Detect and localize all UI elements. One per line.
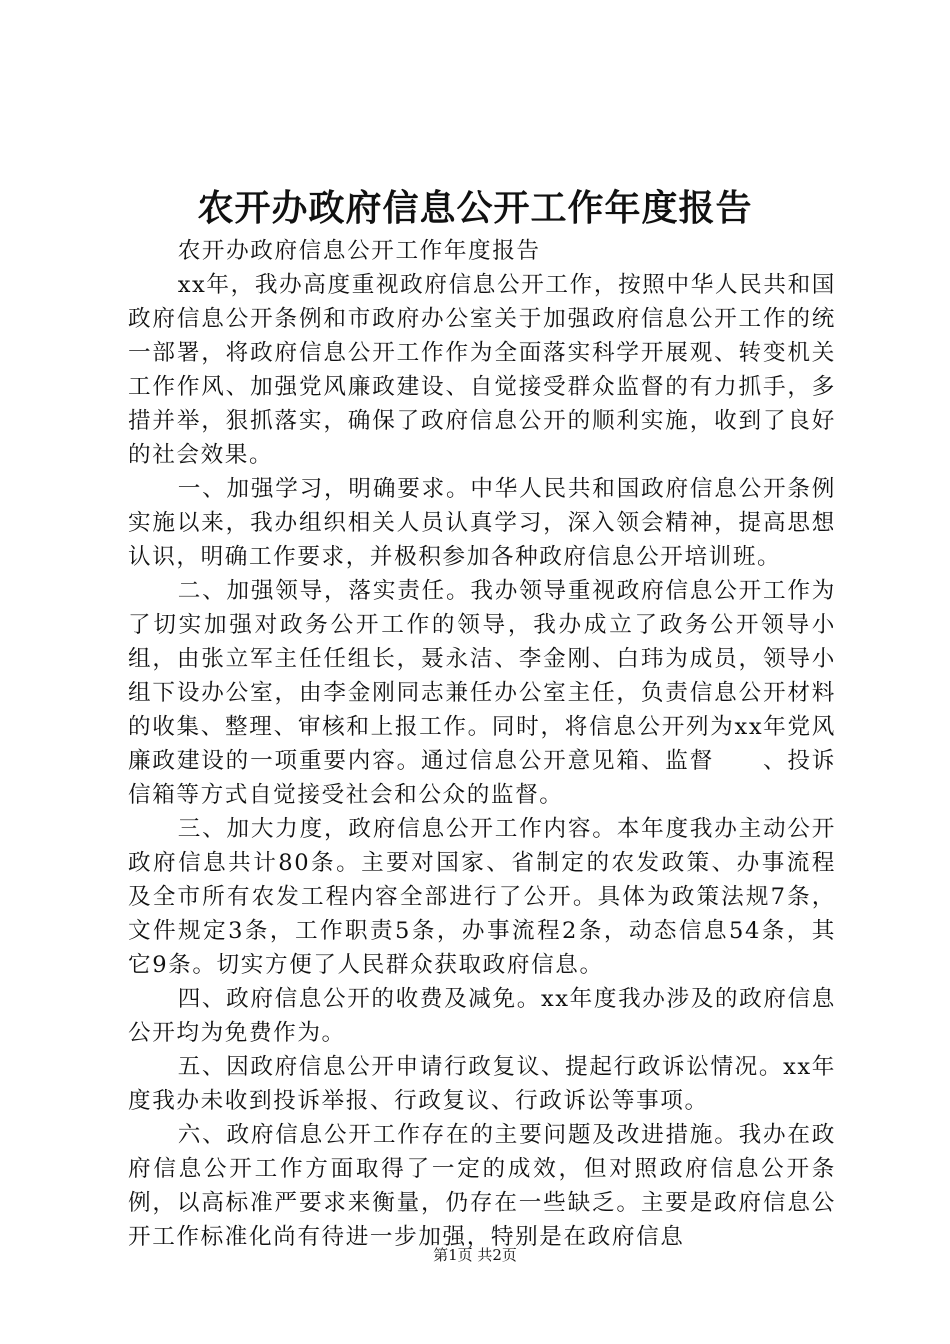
paragraph-section-2: 二、加强领导，落实责任。我办领导重视政府信息公开工作为了切实加强对政务公开工作的领导，我办成立了政务公开领导小组，由张立军主任任组长，聂永洁、李金刚、白玮为成员，领导小组下设办公室，由李金刚同志兼任办公室主任，负责信息公开材料的收集、整理、审核和上报工作。同时，将信息公开列为xx年党风廉政建设的一项重要内容。通过信息公开意见箱、监督 、投诉信箱等方式自觉接受社会和公众的监督。 bbox=[128, 578, 836, 808]
paragraph-section-3: 三、加大力度，政府信息公开工作内容。本年度我办主动公开政府信息共计80条。主要对国家、省制定的农发政策、办事流程及全市所有农发工程内容全部进行了公开。具体为政策法规7条，文件规定3条，工作职责5条，办事流程2条，动态信息54条，其它9条。切实方便了人民群众获取政府信息。 bbox=[128, 816, 836, 978]
paragraph-section-6: 六、政府信息公开工作存在的主要问题及改进措施。我办在政府信息公开工作方面取得了一定的成效，但对照政府信息公开条例，以高标准严要求来衡量，仍存在一些缺乏。主要是政府信息公开工作标准化尚有待进一步加强，特别是在政府信息 bbox=[128, 1122, 836, 1250]
page-number-footer: 第1页 共2页 bbox=[433, 1246, 517, 1264]
paragraph-intro: xx年，我办高度重视政府信息公开工作，按照中华人民共和国政府信息公开条例和市政府办公室关于加强政府信息公开工作的统一部署，将政府信息公开工作作为全面落实科学开展观、转变机关工作作风、加强党风廉政建设、自觉接受群众监督的有力抓手，多措并举，狠抓落实，确保了政府信息公开的顺利实施，收到了良好的社会效果。 bbox=[128, 272, 836, 468]
paragraph-section-5: 五、因政府信息公开申请行政复议、提起行政诉讼情况。xx年度我办未收到投诉举报、行政复议、行政诉讼等事项。 bbox=[128, 1054, 836, 1114]
paragraph-subtitle: 农开办政府信息公开工作年度报告 bbox=[177, 238, 541, 264]
document-title: 农开办政府信息公开工作年度报告 bbox=[197, 187, 753, 229]
paragraph-section-1: 一、加强学习，明确要求。中华人民共和国政府信息公开条例实施以来，我办组织相关人员认真学习，深入领会精神，提高思想认识，明确工作要求，并极积参加各种政府信息公开培训班。 bbox=[128, 476, 836, 570]
paragraph-section-4: 四、政府信息公开的收费及减免。xx年度我办涉及的政府信息公开均为免费作为。 bbox=[128, 986, 836, 1046]
document-body bbox=[128, 234, 836, 1254]
